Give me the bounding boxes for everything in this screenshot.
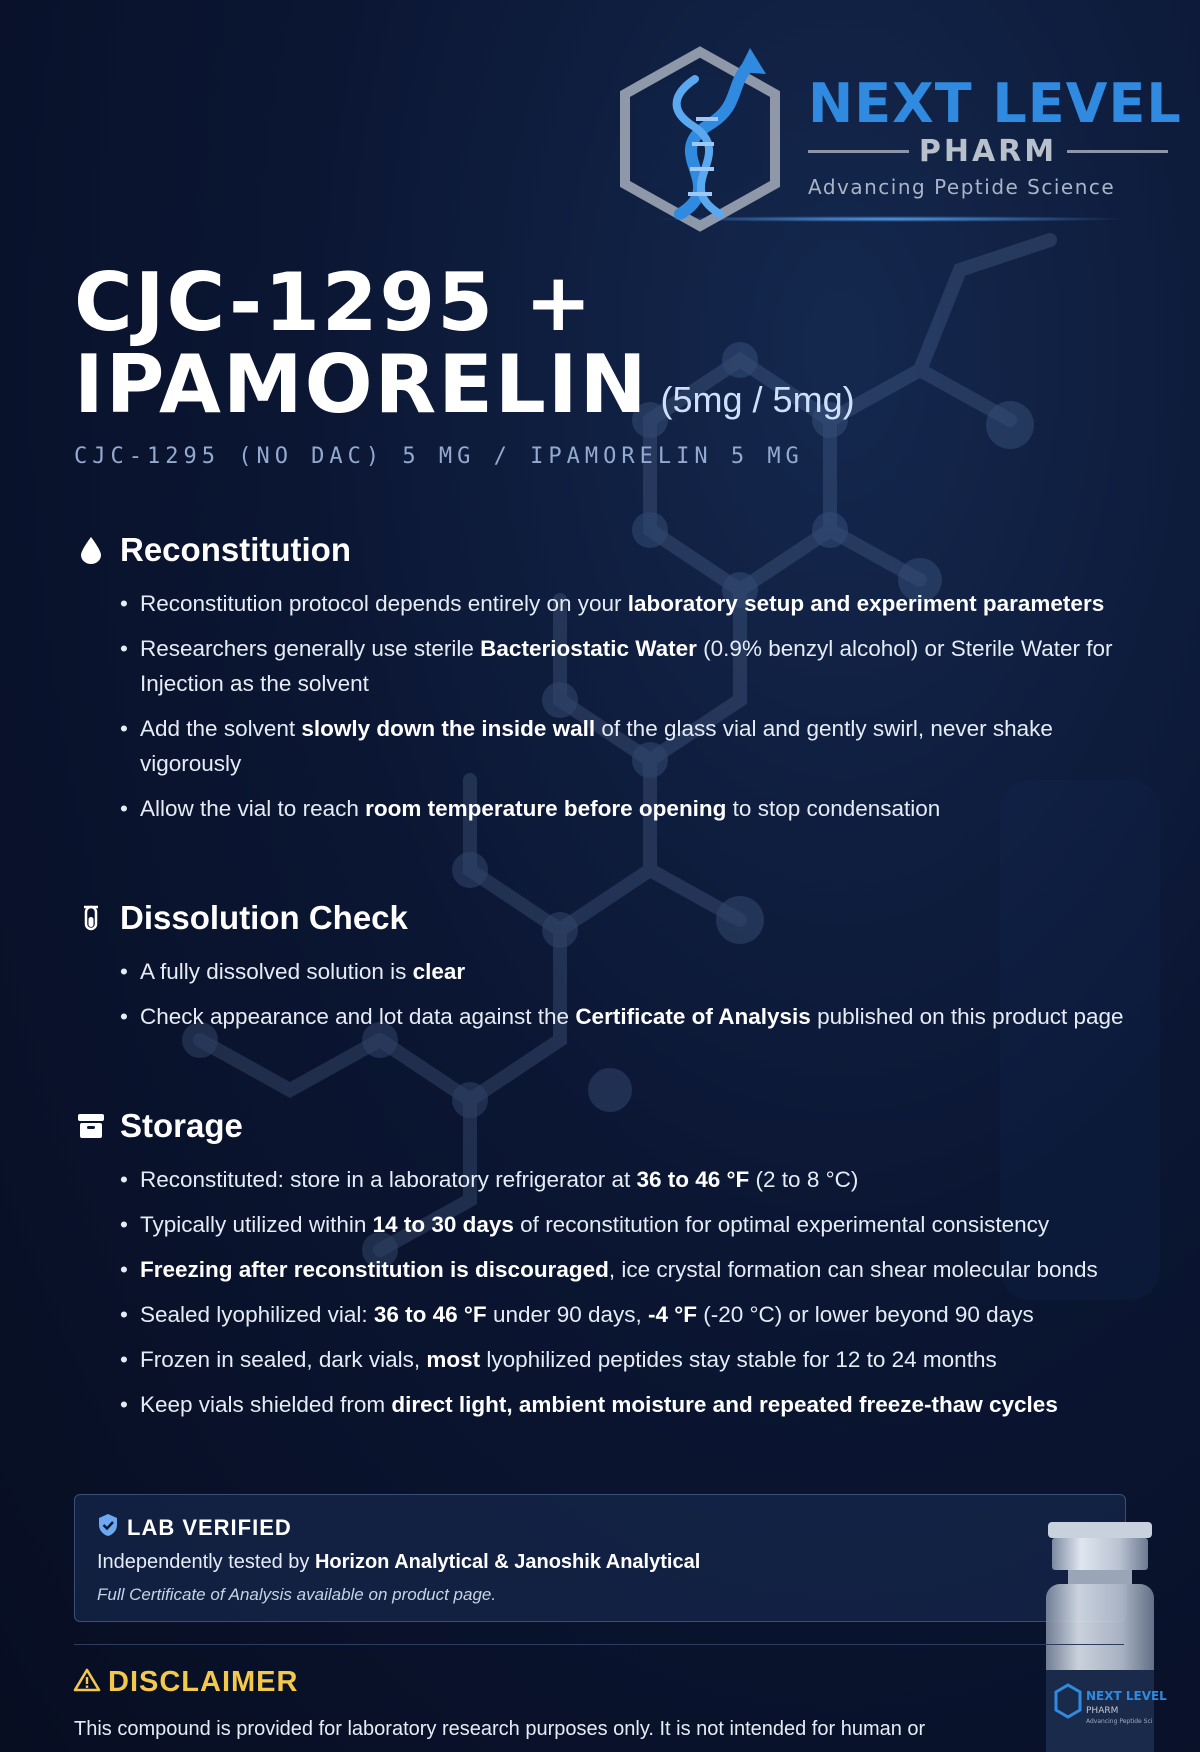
- list-item: [120, 1342, 1134, 1377]
- divider-line: [808, 150, 909, 153]
- list-item: [120, 1387, 1134, 1422]
- lab-ampersand: &: [488, 1551, 515, 1573]
- section-title: Storage: [120, 1107, 243, 1144]
- list-item: [120, 631, 1134, 701]
- section-header: [74, 1104, 1134, 1148]
- product-title: [74, 256, 1134, 441]
- section-title: Reconstitution: [120, 531, 351, 568]
- list-item: [120, 1162, 1134, 1197]
- logo-glow: [650, 216, 1130, 222]
- disclaimer-header: [74, 1666, 298, 1699]
- lab-tested-by: [97, 1551, 700, 1574]
- product-title-line2: IPAMORELIN: [74, 338, 649, 431]
- vial-brand-sub: PHARM: [1086, 1706, 1119, 1716]
- archive-box-icon: [74, 1109, 108, 1143]
- lab-verified-header: [97, 1513, 292, 1542]
- lab-verified-title: LAB VERIFIED: [127, 1514, 292, 1540]
- droplet-icon: [74, 533, 108, 567]
- text-run: Frozen in sealed, dark vials,: [140, 1347, 427, 1372]
- bold-text: 14 to 30 days: [372, 1212, 514, 1237]
- vial-brand-name: NEXT LEVEL: [1086, 1689, 1167, 1703]
- list-item: [120, 711, 1134, 781]
- bullet-list: [74, 954, 1134, 1034]
- text-run: Allow the vial to reach: [140, 796, 366, 821]
- text-run: lyophilized peptides stay stable for 12 to 24 months: [480, 1347, 997, 1372]
- reconstitution-section: [74, 528, 1134, 836]
- text-run: Check appearance and lot data against the: [140, 1004, 576, 1029]
- hexagon-dna-emblem-icon: [610, 44, 790, 234]
- list-item: [120, 1297, 1134, 1332]
- list-item: [120, 999, 1134, 1034]
- text-run: Researchers generally use sterile: [140, 636, 481, 661]
- bold-text: Certificate of Analysis: [575, 1004, 811, 1029]
- text-run: Typically utilized within: [140, 1212, 373, 1237]
- brand-wordmark: [808, 72, 1182, 199]
- text-run: (2 to 8 °C): [749, 1167, 859, 1192]
- bullet-list: [74, 1162, 1134, 1422]
- list-item: [120, 954, 1134, 989]
- text-run: (0.9% benzyl alcohol) or Sterile Water for Injection as the solvent: [140, 636, 1113, 696]
- bold-text: 36 to 46 °F: [636, 1167, 750, 1192]
- product-title-line1: CJC-1295 +: [74, 256, 594, 349]
- brand-logo: [600, 36, 1182, 236]
- text-run: A fully dissolved solution is: [140, 959, 413, 984]
- text-run: of reconstitution for optimal experimental consistency: [513, 1212, 1050, 1237]
- brand-name: NEXT LEVEL: [808, 72, 1182, 135]
- text-run: (-20 °C) or lower beyond 90 days: [697, 1302, 1034, 1327]
- test-tube-icon: [74, 901, 108, 935]
- lab-note: Full Certificate of Analysis available on product page.: [97, 1585, 497, 1604]
- bold-text: room temperature before opening: [365, 796, 727, 821]
- warning-icon: [74, 1668, 100, 1697]
- section-title: Dissolution Check: [120, 899, 408, 936]
- bold-text: -4 °F: [648, 1302, 698, 1327]
- lab-name-horizon: Horizon Analytical: [314, 1551, 489, 1573]
- list-item: [120, 791, 1134, 826]
- text-run: Keep vials shielded from: [140, 1392, 392, 1417]
- text-run: of the glass vial and gently swirl, never shake vigorously: [140, 716, 1053, 776]
- bullet-list: [74, 586, 1134, 826]
- dissolution-section: [74, 896, 1134, 1044]
- bold-text: clear: [412, 959, 466, 984]
- list-item: [120, 1252, 1134, 1287]
- shield-check-icon: [97, 1513, 119, 1542]
- vial-brand-tagline: Advancing Peptide Sci: [1086, 1718, 1153, 1725]
- storage-section: [74, 1104, 1134, 1432]
- bold-text: Freezing after reconstitution is discouraged: [140, 1257, 609, 1282]
- brand-sub: PHARM: [918, 134, 1058, 169]
- lab-name-janoshik: Janoshik Analytical: [514, 1551, 701, 1573]
- text-run: published on this product page: [810, 1004, 1124, 1029]
- text-run: Add the solvent: [140, 716, 302, 741]
- list-item: [120, 1207, 1134, 1242]
- bold-text: most: [426, 1347, 481, 1372]
- bold-text: 36 to 46 °F: [373, 1302, 487, 1327]
- section-divider: [74, 1644, 1124, 1645]
- bold-text: Bacteriostatic Water: [480, 636, 697, 661]
- lab-verified-box: [74, 1494, 1126, 1622]
- divider-line: [1067, 150, 1168, 153]
- product-title-line2-row: [74, 338, 1134, 441]
- disclaimer-title: DISCLAIMER: [108, 1666, 299, 1698]
- text-run: under 90 days,: [486, 1302, 649, 1327]
- bold-text: direct light, ambient moisture and repeated freeze-thaw cycles: [391, 1392, 1058, 1417]
- brand-tagline: Advancing Peptide Science: [808, 175, 1116, 199]
- bold-text: slowly down the inside wall: [301, 716, 596, 741]
- text-run: Sealed lyophilized vial:: [140, 1302, 374, 1327]
- section-header: [74, 528, 1134, 572]
- brand-sub-row: [808, 134, 1168, 169]
- lab-line-prefix: Independently tested by: [97, 1551, 315, 1573]
- disclaimer-text: This compound is provided for laboratory research purposes only. It is not intended for human or: [74, 1718, 926, 1740]
- list-item: [120, 586, 1134, 621]
- text-run: , ice crystal formation can shear molecular bonds: [608, 1257, 1098, 1282]
- text-run: Reconstituted: store in a laboratory refrigerator at: [140, 1167, 637, 1192]
- product-subtitle: CJC-1295 (NO DAC) 5 MG / IPAMORELIN 5 MG: [74, 444, 804, 469]
- text-run: to stop condensation: [726, 796, 941, 821]
- bold-text: laboratory setup and experiment parameters: [627, 591, 1105, 616]
- product-dose: (5mg / 5mg): [660, 379, 855, 420]
- text-run: Reconstitution protocol depends entirely on your: [140, 591, 628, 616]
- section-header: [74, 896, 1134, 940]
